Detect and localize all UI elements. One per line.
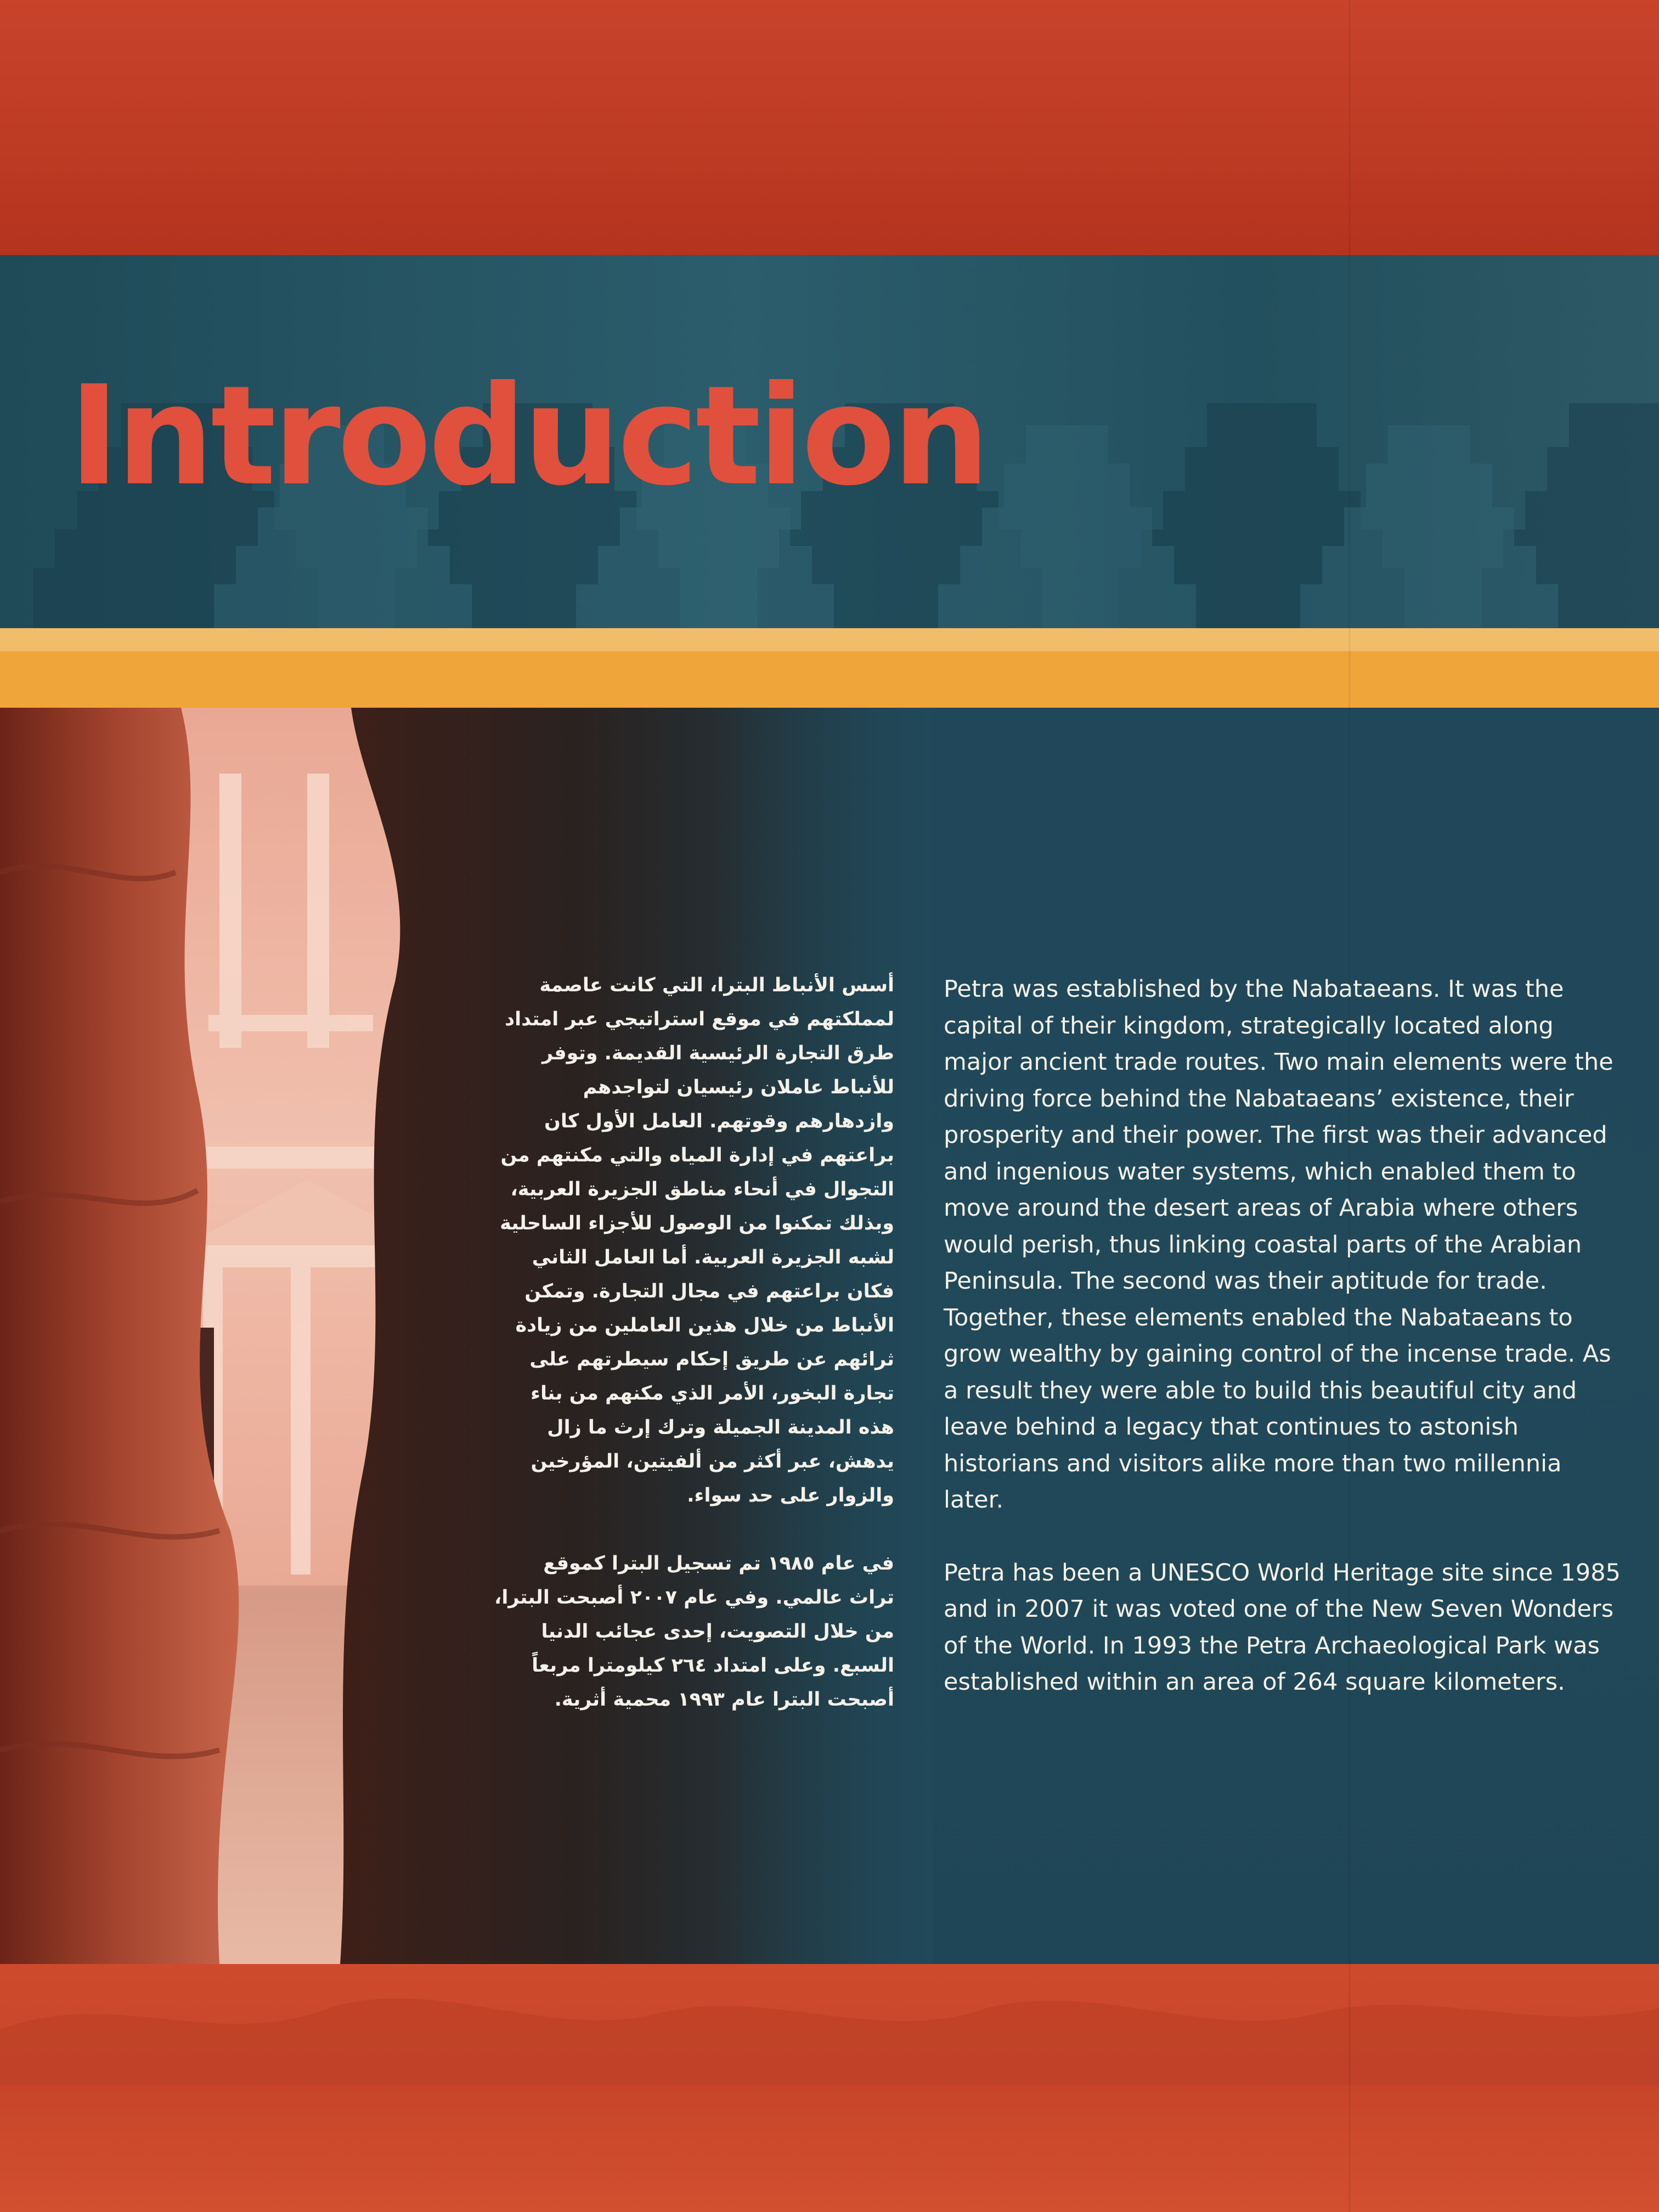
page-title: Introduction xyxy=(69,356,987,516)
panel-seam xyxy=(1348,0,1351,2212)
bottom-red-band xyxy=(0,1964,1659,2212)
title-band xyxy=(0,255,1659,631)
arabic-paragraph: أسس الأنباط البترا، التي كانت عاصمة لمملكتهم في موقع استراتيجي عبر امتداد طرق التجارة الرئيسية القديمة. وتوفر للأنباط عاملان رئيسيان لتواجدهم وازدهارهم وقوتهم. العامل الأول كان براعتهم في إدارة المياه والتي مكنتهم من التجوال في أنحاء مناطق الجزيرة العربية، وبذلك تمكنوا من الوصول للأجزاء الساحلية لشبه الجزيرة العربية. أما العامل الثاني فكان براعتهم في مجال التجارة. وتمكن الأنباط من خلال هذين العاملين من زيادة ثرائهم عن طريق إحكام سيطرتهم على تجارة البخور، الأمر الذي مكنهم من بناء هذه المدينة الجميلة وترك إرث ما زال يدهش، عبر أكثر من ألفيتين، المؤرخين والزوار على حد سواء. xyxy=(500,974,894,1506)
english-text xyxy=(944,971,1624,1737)
english-paragraph: Petra has been a UNESCO World Heritage site since 1985 and in 2007 it was voted one of the New Seven Wonders of the World. In 1993 the Petra Archaeological Park was established within an area of 264 square kilometers. xyxy=(944,1559,1621,1696)
english-paragraph: Petra was established by the Nabataeans. It was the capital of their kingdom, strategically located along major ancient trade routes. Two main elements were the driving force behind the Nabataeans’ existence, their prosperity and their power. The first was their advanced and ingenious water systems, which enabled them to move around the desert areas of Arabia where others would perish, thus linking coastal parts of the Arabian Peninsula. The second was their aptitude for trade. Together, these elements enabled the Nabataeans to grow wealthy by gaining control of the incense trade. As a result they were able to build this beautiful city and leave behind a legacy that continues to astonish historians and visitors alike more than two millennia later. xyxy=(944,975,1613,1514)
arabic-text xyxy=(494,968,894,1751)
gold-stripe xyxy=(0,651,1659,709)
top-red-band xyxy=(0,0,1659,258)
light-gold-stripe xyxy=(0,628,1659,651)
rock-texture xyxy=(0,1964,1659,2212)
arabic-paragraph: في عام ١٩٨٥ تم تسجيل البترا كموقع تراث عالمي. وفي عام ٢٠٠٧ أصبحت البترا، من خلال التصويت، إحدى عجائب الدنيا السبع. وعلى امتداد ٢٦٤ كيلومترا مربعاً أصبحت البترا عام ١٩٩٣ محمية أثرية. xyxy=(494,1553,894,1711)
content-panel xyxy=(0,708,1659,1964)
